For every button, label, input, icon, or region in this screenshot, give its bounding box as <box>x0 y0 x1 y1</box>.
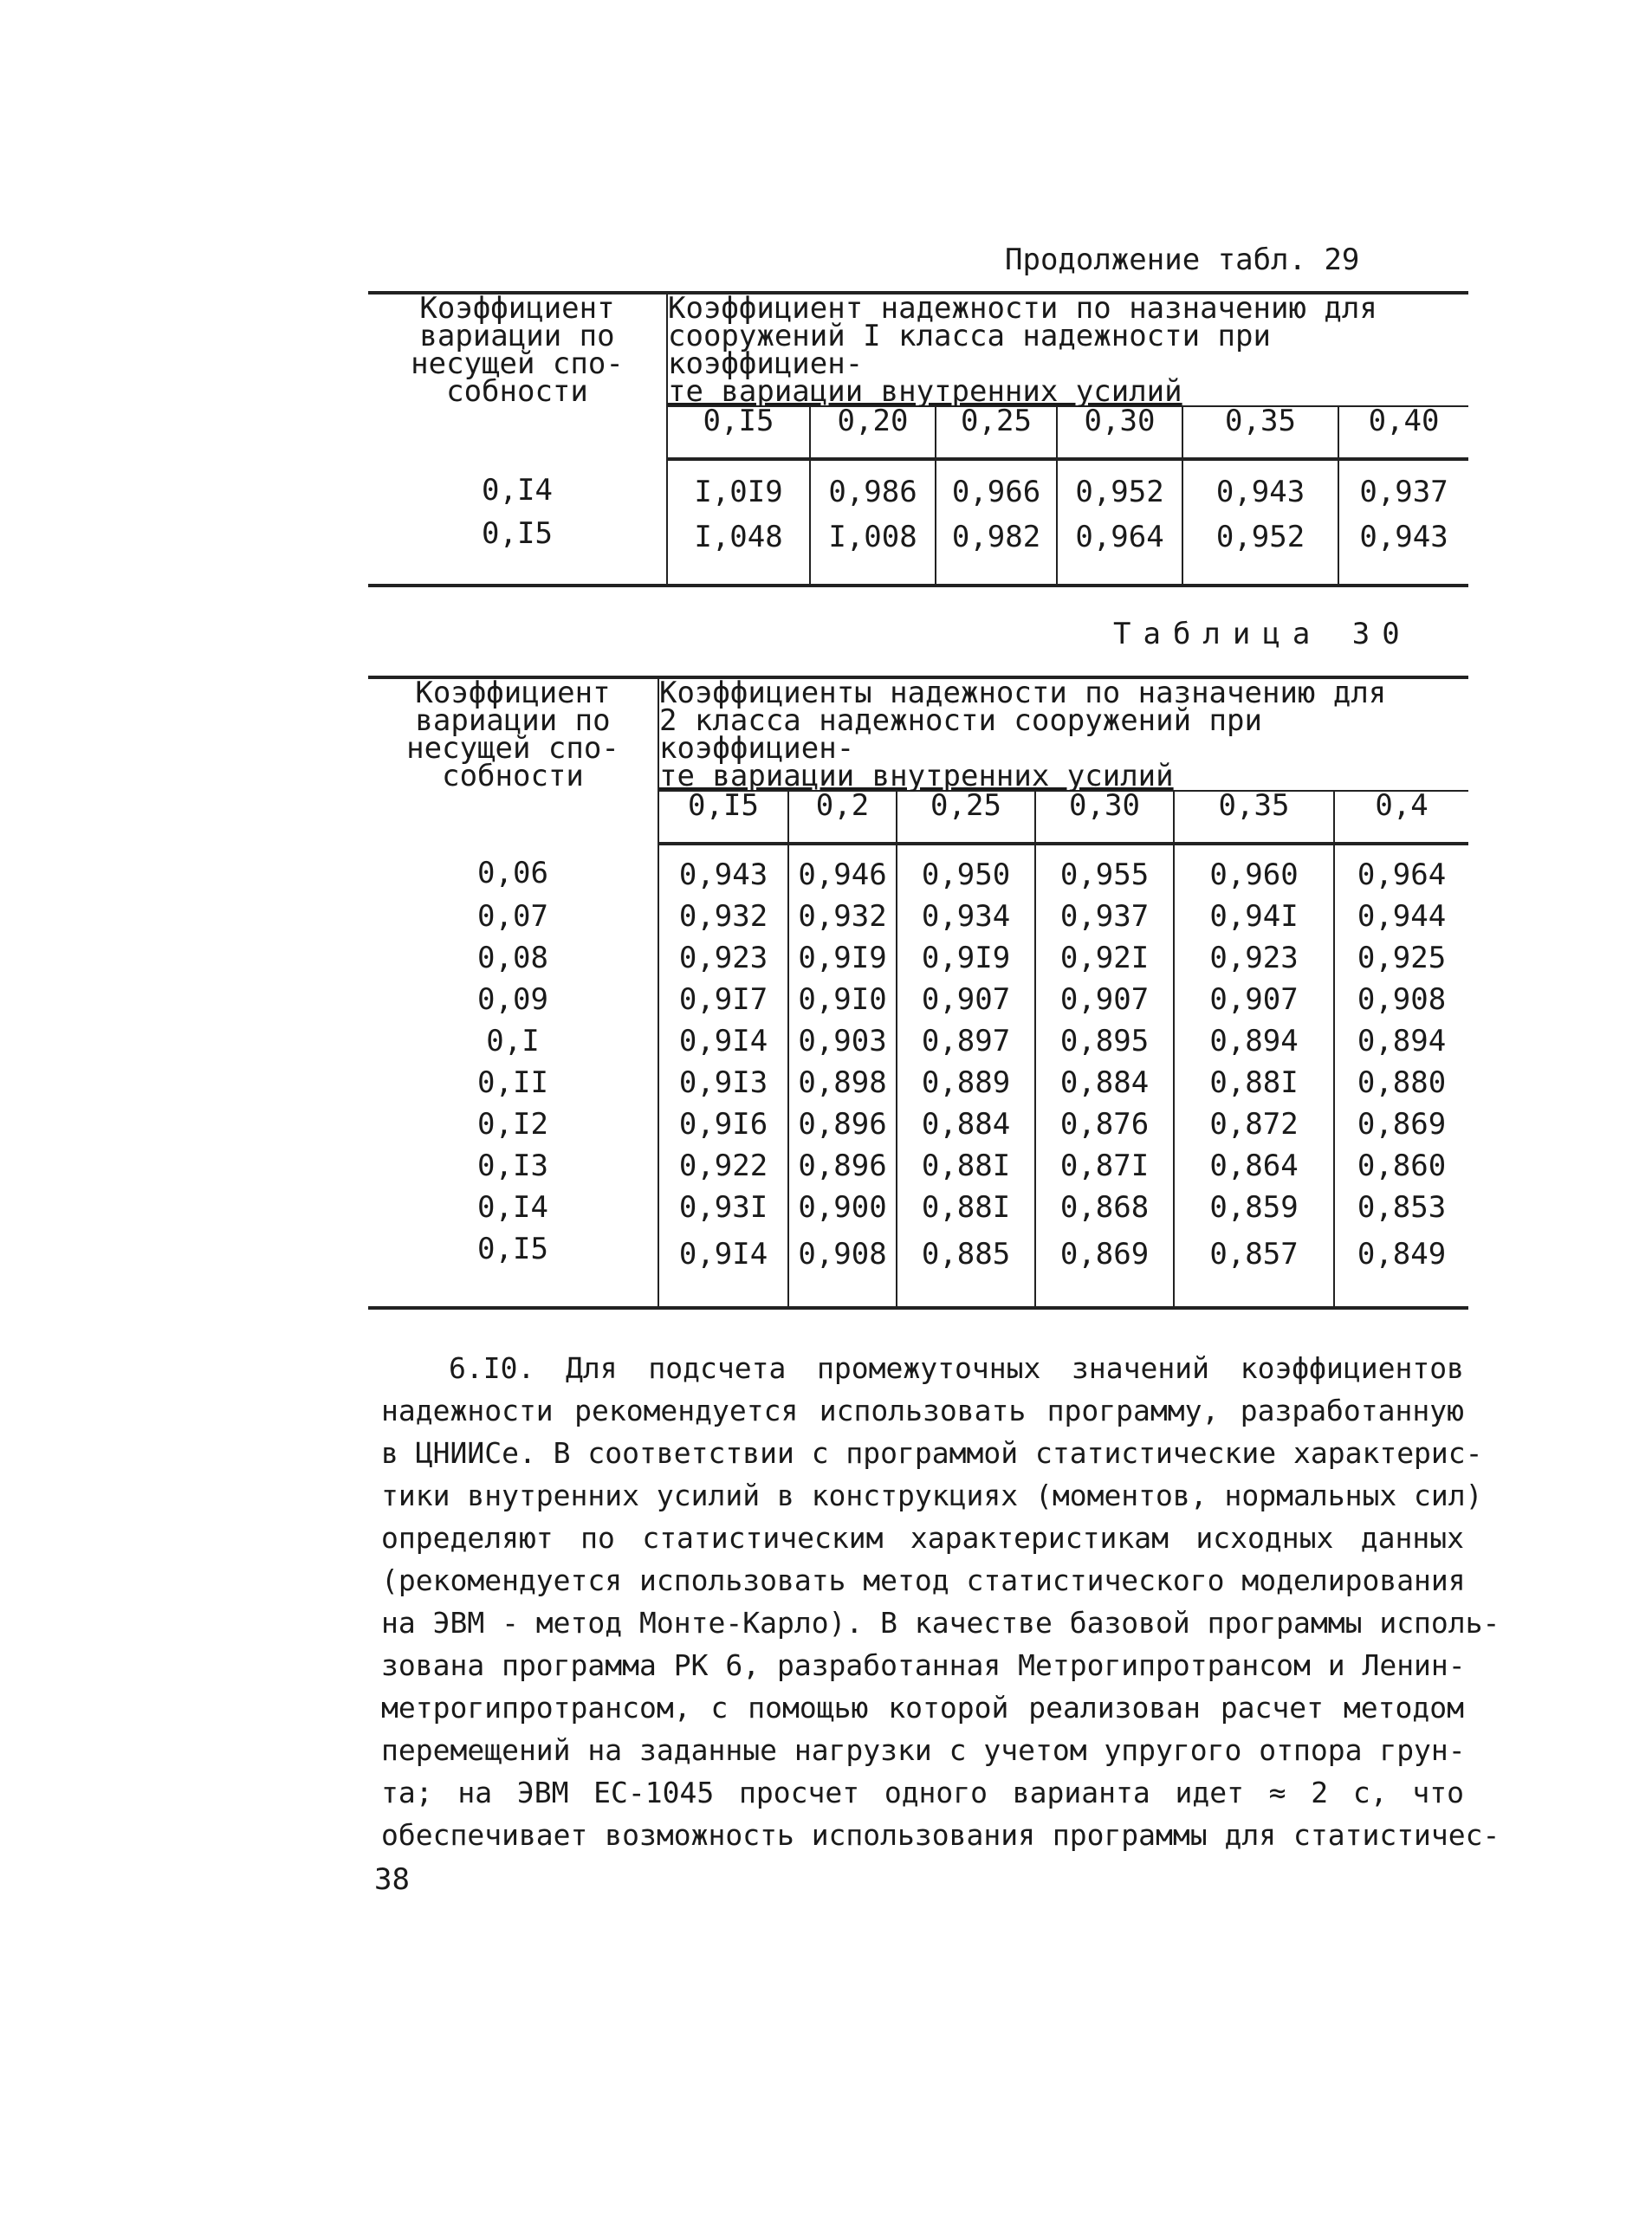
table-row <box>368 1069 1468 1110</box>
table29-col-header: 0,35 <box>1182 406 1338 459</box>
table-cell: 0,907 <box>897 986 1035 1027</box>
table-cell: I,008 <box>810 520 936 586</box>
table-cell: 0,943 <box>1182 459 1338 520</box>
table-cell: 0,9I4 <box>658 1027 788 1069</box>
table-row <box>368 1194 1468 1235</box>
paragraph-line: в ЦНИИСе. В соответствии с программой статистические характерис- <box>381 1436 1483 1470</box>
table30-col-header: 0,I5 <box>658 791 788 844</box>
page-number: 38 <box>374 1862 410 1897</box>
table-cell: 0,952 <box>1057 459 1182 520</box>
table-row <box>368 459 1468 520</box>
table-cell: 0,937 <box>1338 459 1468 520</box>
table-cell: 0,932 <box>788 903 897 944</box>
table-cell: 0,885 <box>897 1235 1035 1308</box>
table-row <box>368 520 1468 586</box>
row-stub: 0,09 <box>477 982 548 1017</box>
table-cell: 0,966 <box>936 459 1057 520</box>
row-stub: 0,I2 <box>477 1107 548 1142</box>
table-cell: 0,860 <box>1334 1152 1468 1194</box>
table30-caption: Таблица 30 <box>1113 617 1412 651</box>
table-cell: 0,934 <box>897 903 1035 944</box>
table-cell: 0,88I <box>1174 1069 1334 1110</box>
table30-col-header: 0,35 <box>1174 791 1334 844</box>
table-cell: 0,884 <box>1035 1069 1174 1110</box>
table29-col-header: 0,30 <box>1057 406 1182 459</box>
row-stub: 0,I5 <box>368 520 667 586</box>
table-cell: 0,859 <box>1174 1194 1334 1235</box>
table-cell: 0,950 <box>897 844 1035 903</box>
row-stub: 0,I5 <box>368 1235 658 1308</box>
table-cell: 0,92I <box>1035 944 1174 986</box>
table-cell: 0,955 <box>1035 844 1174 903</box>
table-cell: 0,869 <box>1334 1110 1468 1152</box>
table-cell: 0,884 <box>897 1110 1035 1152</box>
table-row <box>368 1152 1468 1194</box>
table-cell: 0,900 <box>788 1194 897 1235</box>
row-stub: 0,I4 <box>482 473 553 508</box>
table-cell: 0,937 <box>1035 903 1174 944</box>
table-cell: 0,932 <box>658 903 788 944</box>
table-cell: 0,925 <box>1334 944 1468 986</box>
row-stub: 0,06 <box>477 856 548 890</box>
paragraph-line: (рекомендуется использовать метод статистического моделирования <box>381 1563 1466 1597</box>
paragraph-line: обеспечивает возможность использования программы для статистичес- <box>381 1818 1500 1852</box>
paragraph-line: метрогипротрансом, с помощью которой реализован расчет методом <box>381 1691 1464 1725</box>
table30-stub-header: Коэффициент вариации по несущей спо- собности <box>368 677 658 844</box>
table30-group-header: Коэффициенты надежности по назначению для 2 класса надежности сооружений при коэффициен- те вариации внутренних усилий <box>658 677 1468 791</box>
table-cell: 0,889 <box>897 1069 1035 1110</box>
table-cell: 0,857 <box>1174 1235 1334 1308</box>
table-cell: 0,908 <box>1334 986 1468 1027</box>
table-cell: 0,952 <box>1182 520 1338 586</box>
table-cell: 0,876 <box>1035 1110 1174 1152</box>
table-cell: 0,9I9 <box>897 944 1035 986</box>
table-cell: 0,88I <box>897 1194 1035 1235</box>
table-cell: 0,897 <box>897 1027 1035 1069</box>
row-stub: 0,II <box>477 1065 548 1100</box>
table-row <box>368 1110 1468 1152</box>
table-cell: 0,898 <box>788 1069 897 1110</box>
table-cell: 0,9I3 <box>658 1069 788 1110</box>
paragraph-line: та; на ЭВМ ЕС-1045 просчет одного варианта идет ≈ 2 с, что <box>381 1776 1464 1809</box>
table29-col-header: 0,I5 <box>667 406 810 459</box>
table30-col-header: 0,30 <box>1035 791 1174 844</box>
table-cell: 0,868 <box>1035 1194 1174 1235</box>
table-cell: 0,864 <box>1174 1152 1334 1194</box>
table-cell: 0,943 <box>1338 520 1468 586</box>
table-cell: 0,9I4 <box>658 1235 788 1308</box>
table-cell: 0,894 <box>1174 1027 1334 1069</box>
table-row <box>368 944 1468 986</box>
table29-col-header: 0,20 <box>810 406 936 459</box>
table-cell: 0,923 <box>658 944 788 986</box>
table-cell: 0,986 <box>810 459 936 520</box>
table-cell: 0,880 <box>1334 1069 1468 1110</box>
table29-col-header: 0,40 <box>1338 406 1468 459</box>
table-cell: 0,894 <box>1334 1027 1468 1069</box>
table-cell: 0,896 <box>788 1110 897 1152</box>
table-cell: 0,93I <box>658 1194 788 1235</box>
table-cell: 0,964 <box>1057 520 1182 586</box>
table-cell: 0,964 <box>1334 844 1468 903</box>
table29-stub-header: Коэффициент вариации по несущей спо- собности <box>368 293 667 459</box>
table29-header-row <box>368 293 1468 406</box>
table29-caption: Продолжение табл. 29 <box>1005 243 1360 277</box>
row-stub: 0,I3 <box>477 1149 548 1183</box>
table-cell: 0,908 <box>788 1235 897 1308</box>
table-cell: 0,944 <box>1334 903 1468 944</box>
paragraph-line: определяют по статистическим характеристикам исходных данных <box>381 1521 1464 1555</box>
table-cell: 0,9I9 <box>788 944 897 986</box>
table30-header-row <box>368 677 1468 791</box>
table-cell: 0,87I <box>1035 1152 1174 1194</box>
table-cell: 0,943 <box>658 844 788 903</box>
table-cell: 0,922 <box>658 1152 788 1194</box>
table-cell: 0,903 <box>788 1027 897 1069</box>
paragraph-line: тики внутренних усилий в конструкциях (моментов, нормальных сил) <box>381 1479 1483 1512</box>
table-cell: 0,982 <box>936 520 1057 586</box>
table-cell: 0,9I0 <box>788 986 897 1027</box>
paragraph-line: зована программа РК 6, разработанная Метрогипротрансом и Ленин- <box>381 1648 1466 1682</box>
table-cell: 0,9I6 <box>658 1110 788 1152</box>
table-cell: 0,896 <box>788 1152 897 1194</box>
row-stub: 0,07 <box>477 899 548 934</box>
table30-col-header: 0,4 <box>1334 791 1468 844</box>
table-cell: 0,907 <box>1174 986 1334 1027</box>
row-stub: 0,08 <box>477 941 548 975</box>
row-stub: 0,I <box>486 1024 540 1058</box>
table-cell: 0,895 <box>1035 1027 1174 1069</box>
table-cell: 0,88I <box>897 1152 1035 1194</box>
table29-col-header: 0,25 <box>936 406 1057 459</box>
table-cell: 0,9I7 <box>658 986 788 1027</box>
table29 <box>368 291 1468 587</box>
table-cell: 0,960 <box>1174 844 1334 903</box>
table-cell: I,048 <box>667 520 810 586</box>
table-cell: 0,853 <box>1334 1194 1468 1235</box>
table30 <box>368 676 1468 1310</box>
table30-body <box>368 844 1468 1308</box>
table30-col-header: 0,25 <box>897 791 1035 844</box>
table29-group-header: Коэффициент надежности по назначению для сооружений I класса надежности при коэффициен- те вариации внутренних усилий <box>667 293 1468 406</box>
table-cell: 0,94I <box>1174 903 1334 944</box>
table-cell: I,0I9 <box>667 459 810 520</box>
paragraph-6-10 <box>381 1347 1500 1856</box>
table-cell: 0,869 <box>1035 1235 1174 1308</box>
table-cell: 0,849 <box>1334 1235 1468 1308</box>
table-row <box>368 1235 1468 1308</box>
table-cell: 0,872 <box>1174 1110 1334 1152</box>
table30-col-header: 0,2 <box>788 791 897 844</box>
paragraph-line: надежности рекомендуется использовать программу, разработанную <box>381 1394 1464 1427</box>
table-cell: 0,923 <box>1174 944 1334 986</box>
row-stub: 0,I4 <box>477 1190 548 1225</box>
table-row <box>368 1027 1468 1069</box>
table-row <box>368 903 1468 944</box>
paragraph-line: на ЭВМ - метод Монте-Карло). В качестве базовой программы исполь- <box>381 1606 1500 1640</box>
paragraph-line: перемещений на заданные нагрузки с учетом упругого отпора грун- <box>381 1733 1466 1767</box>
table-cell: 0,946 <box>788 844 897 903</box>
table-row <box>368 844 1468 903</box>
table-cell: 0,907 <box>1035 986 1174 1027</box>
paragraph-line: 6.I0. Для подсчета промежуточных значений коэффициентов <box>449 1351 1464 1385</box>
table-row <box>368 986 1468 1027</box>
